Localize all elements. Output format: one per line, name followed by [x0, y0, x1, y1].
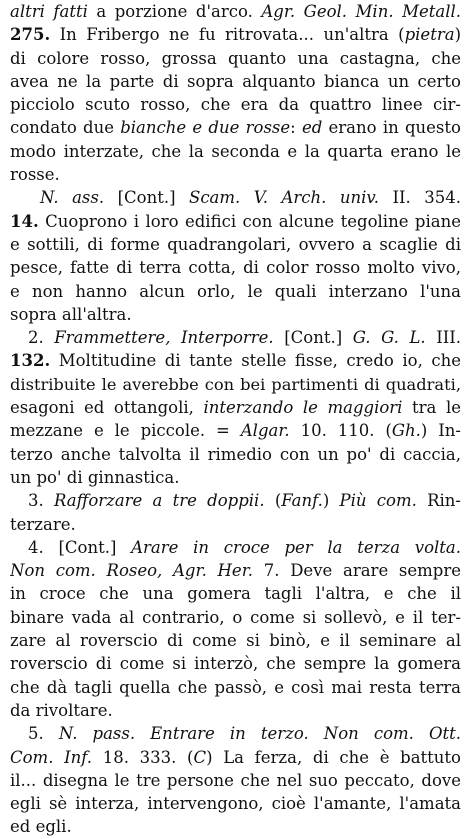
- text-line: Non com. Roseo, Agr. Her. 7. Deve arare sempre: [10, 561, 461, 581]
- text-line: terzo anche talvolta il rimedio con un po' di caccia,: [10, 444, 461, 464]
- text-line: modo interzate, che la seconda e la quarta erano le: [10, 141, 461, 161]
- text-line: esagoni ed ottangoli, interzando le maggiori tra le: [10, 398, 461, 418]
- text-line: picciolo scuto rosso, che era da quattro linee cir-: [10, 95, 461, 115]
- text-line: roverscio di come si interzò, che sempre la gomera: [10, 654, 461, 674]
- text-line: egli sè interza, intervengono, cioè l'amante, l'amata: [10, 794, 461, 814]
- text-line: binare vada al contrario, o come si sollevò, e il ter-: [10, 607, 461, 627]
- text-line: N. ass. [Cont.] Scam. V. Arch. univ. II. 354.: [40, 188, 461, 208]
- text-line: 4. [Cont.] Arare in croce per la terza volta.: [28, 537, 461, 557]
- text-line: rosse.: [10, 165, 60, 185]
- text-line: che dà tagli quella che passò, e così mai resta terra: [10, 677, 461, 697]
- text-line: 3. Rafforzare a tre doppii. (Fanf.) Più com. Rin-: [28, 491, 461, 511]
- text-line: in croce che una gomera tagli l'altra, e che il: [10, 584, 461, 604]
- text-line: avea ne la parte di sopra alquanto bianca un certo: [10, 71, 461, 91]
- text-line: il... disegna le tre persone che nel suo peccato, dove: [10, 770, 461, 790]
- text-line: condato due bianche e due rosse: ed erano in questo: [10, 118, 461, 138]
- text-line: un po' di ginnastica.: [10, 467, 180, 487]
- text-line: Com. Inf. 18. 333. (C) La ferza, di che è battuto: [10, 747, 461, 767]
- text-line: terzare.: [10, 514, 76, 534]
- text-line: di colore rosso, grossa quanto una castagna, che: [10, 48, 461, 68]
- text-line: ed egli.: [10, 817, 72, 837]
- text-line: mezzane e le piccole. = Algar. 10. 110. (Gh.) In-: [10, 421, 461, 441]
- text-line: e sottili, di forme quadrangolari, ovvero a scaglie di: [10, 234, 461, 254]
- text-line: sopra all'altra.: [10, 304, 132, 324]
- text-line: e non hanno alcun orlo, le quali interzano l'una: [10, 281, 461, 301]
- text-line: 132. Moltitudine di tante stelle fisse, credo io, che: [10, 351, 461, 371]
- text-line: 5. N. pass. Entrare in terzo. Non com. Ott.: [28, 724, 461, 744]
- text-line: distribuite le averebbe con bei partimenti di quadrati,: [10, 374, 461, 394]
- text-line: 275. In Fribergo ne fu ritrovata... un'altra (pietra): [10, 25, 461, 45]
- text-line: 14. Cuoprono i loro edifici con alcune tegoline piane: [10, 211, 461, 231]
- text-line: da rivoltare.: [10, 700, 113, 720]
- text-line: altri fatti a porzione d'arco. Agr. Geol. Min. Metall.: [10, 2, 461, 21]
- text-line: 2. Frammettere, Interporre. [Cont.] G. G. L. III.: [28, 328, 461, 348]
- text-line: zare al roverscio di come si binò, e il seminare al: [10, 631, 461, 651]
- text-line: pesce, fatte di terra cotta, di color rosso molto vivo,: [10, 258, 461, 278]
